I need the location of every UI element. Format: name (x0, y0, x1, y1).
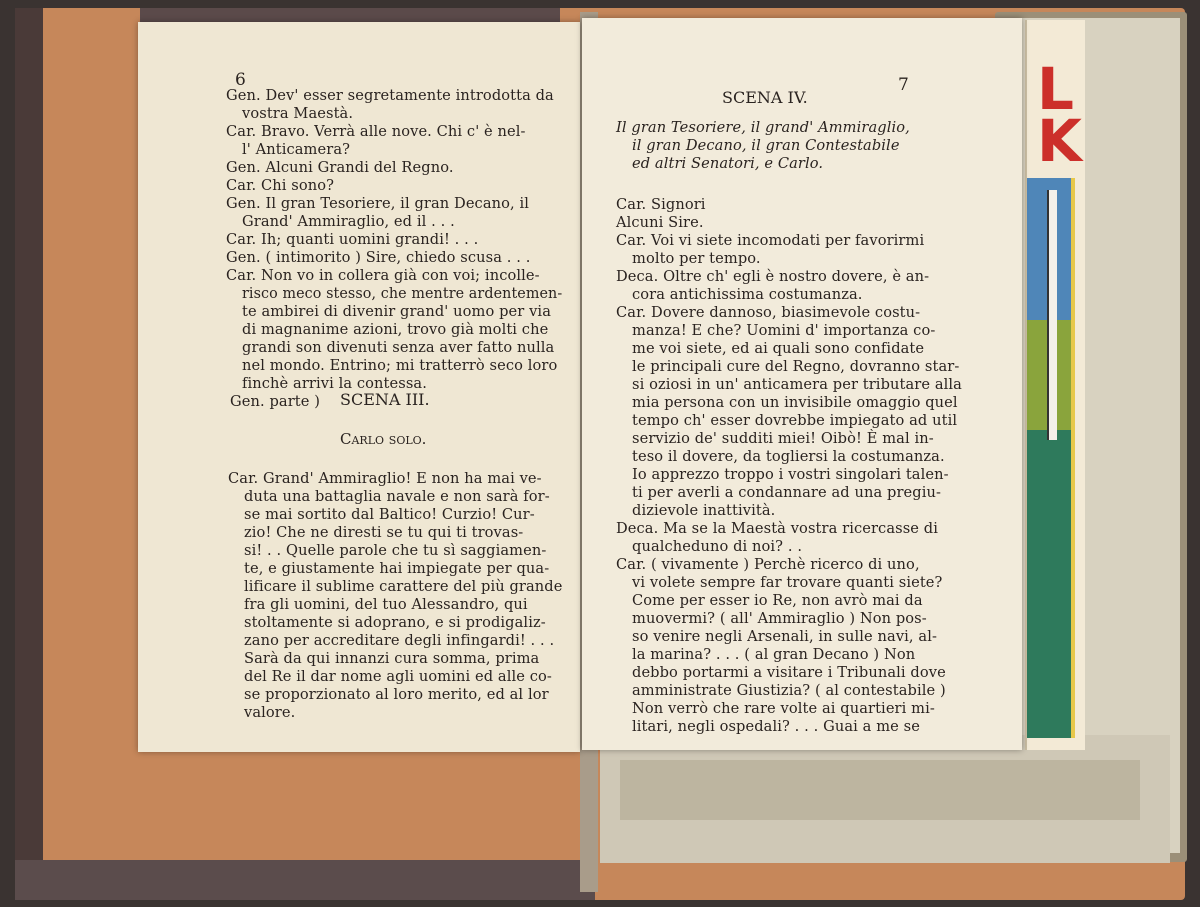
text-line: Gen. ( intimorito ) Sire, chiedo scusa . . . (226, 249, 531, 266)
text-line: Car. Grand' Ammiraglio! E non ha mai ve- (228, 470, 542, 487)
text-line: l' Anticamera? (242, 141, 351, 158)
text-line: Gen. Il gran Tesoriere, il gran Decano, il (226, 195, 530, 212)
text-line: Car. Chi sono? (226, 177, 335, 194)
inner-page-stack (620, 760, 1140, 820)
text-line: le principali cure del Regno, dovranno star- (632, 358, 960, 375)
text-line: cora antichissima costumanza. (632, 286, 863, 303)
text-line: si oziosi in un' anticamera per tributare alla (632, 376, 962, 393)
text-line: zano per accreditare degli infingardi! . . . (244, 632, 555, 649)
scene-title: SCENA III. (340, 390, 430, 409)
cast-line: Il gran Tesoriere, il grand' Ammiraglio, (616, 119, 910, 136)
left-page (138, 22, 580, 752)
text-line: la marina? . . . ( al gran Decano ) Non (632, 646, 916, 663)
text-line: lificare il sublime carattere del più grande (244, 578, 563, 595)
color-plate-edge (1025, 20, 1085, 750)
text-line: vostra Maestà. (242, 105, 354, 122)
text-line: servizio de' sudditi miei! Oibò! È mal in- (632, 430, 934, 447)
text-line: Come per esser io Re, non avrò mai da (632, 592, 923, 609)
cover-spine-leather (15, 8, 43, 900)
text-line: amministrate Giustizia? ( al contestabile ) (632, 682, 946, 699)
text-line: Io apprezzo troppo i vostri singolari talen- (632, 466, 949, 483)
text-line: zio! Che ne diresti se tu qui ti trovas- (244, 524, 524, 541)
text-line: qualcheduno di noi? . . (632, 538, 803, 555)
text-line: nel mondo. Entrino; mi tratterrò seco loro (242, 357, 558, 374)
scene-title: SCENA IV. (722, 88, 808, 107)
text-line: Gen. Dev' esser segretamente introdotta da (226, 87, 554, 104)
text-line: tempo ch' esser dovrebbe impiegato ad util (632, 412, 958, 429)
cover-corner-bottom (15, 860, 595, 900)
page-number: 6 (235, 70, 246, 90)
text-line: Car. Non vo in collera già con voi; incolle- (226, 267, 540, 284)
text-line: Deca. Oltre ch' egli è nostro dovere, è an- (616, 268, 930, 285)
cast-line: il gran Decano, il gran Contestabile (632, 137, 900, 154)
text-line: litari, negli ospedali? . . . Guai a me se (632, 718, 920, 735)
text-line: stoltamente si adoprano, e si prodigaliz- (244, 614, 546, 631)
text-line: Alcuni Sire. (616, 214, 704, 231)
plate-letter-bottom: K (1037, 107, 1082, 175)
text-line: dizievole inattività. (632, 502, 776, 519)
text-line: fra gli uomini, del tuo Alessandro, qui (244, 596, 528, 613)
text-line: Car. Voi vi siete incomodati per favorirmi (616, 232, 925, 249)
right-page (582, 18, 1022, 750)
text-line: teso il dovere, da togliersi la costumanza. (632, 448, 945, 465)
text-line: Deca. Ma se la Maestà vostra ricercasse di (616, 520, 938, 537)
text-line: vi volete sempre far trovare quanti siete? (632, 574, 943, 591)
text-line: risco meco stesso, che mentre ardentemen- (242, 285, 563, 302)
text-line: se mai sortito dal Baltico! Curzio! Cur- (244, 506, 535, 523)
text-line: Car. Dovere dannoso, biasimevole costu- (616, 304, 921, 321)
text-line: molto per tempo. (632, 250, 761, 267)
page-number: 7 (898, 75, 909, 95)
text-line: mia persona con un invisibile omaggio quel (632, 394, 958, 411)
text-line: Gen. parte ) (230, 393, 321, 410)
text-line: duta una battaglia navale e non sarà for- (244, 488, 550, 505)
text-line: Car. Ih; quanti uomini grandi! . . . (226, 231, 479, 248)
text-line: valore. (244, 704, 296, 721)
text-line: se proporzionato al loro merito, ed al lor (244, 686, 549, 703)
text-line: me voi siete, ed ai quali sono confidate (632, 340, 925, 357)
text-line: si! . . Quelle parole che tu sì saggiamen- (244, 542, 547, 559)
text-line: Car. ( vivamente ) Perchè ricerco di uno, (616, 556, 920, 573)
text-line: te ambirei di divenir grand' uomo per via (242, 303, 551, 320)
text-line: Non verrò che rare volte ai quartieri mi- (632, 700, 935, 717)
text-line: te, e giustamente hai impiegate per qua- (244, 560, 550, 577)
scene-cast: Carlo solo. (340, 430, 427, 448)
text-line: finchè arrivi la contessa. (242, 375, 427, 392)
text-line: Grand' Ammiraglio, ed il . . . (242, 213, 455, 230)
text-line: grandi son divenuti senza aver fatto nulla (242, 339, 555, 356)
plate-letter-top: L (1037, 55, 1074, 123)
text-line: Car. Signori (616, 196, 706, 213)
text-line: so venire negli Arsenali, in sulle navi, al- (632, 628, 938, 645)
text-line: debbo portarmi a visitare i Tribunali dove (632, 664, 946, 681)
text-line: ti per averli a condannare ad una pregiu- (632, 484, 942, 501)
text-line: Gen. Alcuni Grandi del Regno. (226, 159, 454, 176)
text-line: Car. Bravo. Verrà alle nove. Chi c' è nel- (226, 123, 526, 140)
text-line: Sarà da qui innanzi cura somma, prima (244, 650, 540, 667)
plate-birch-tree (1047, 190, 1057, 440)
text-line: manza! E che? Uomini d' importanza co- (632, 322, 936, 339)
text-line: muovermi? ( all' Ammiraglio ) Non pos- (632, 610, 927, 627)
text-line: del Re il dar nome agli uomini ed alle co- (244, 668, 552, 685)
text-line: di magnanime azioni, trovo già molti che (242, 321, 549, 338)
cast-line: ed altri Senatori, e Carlo. (632, 155, 824, 172)
